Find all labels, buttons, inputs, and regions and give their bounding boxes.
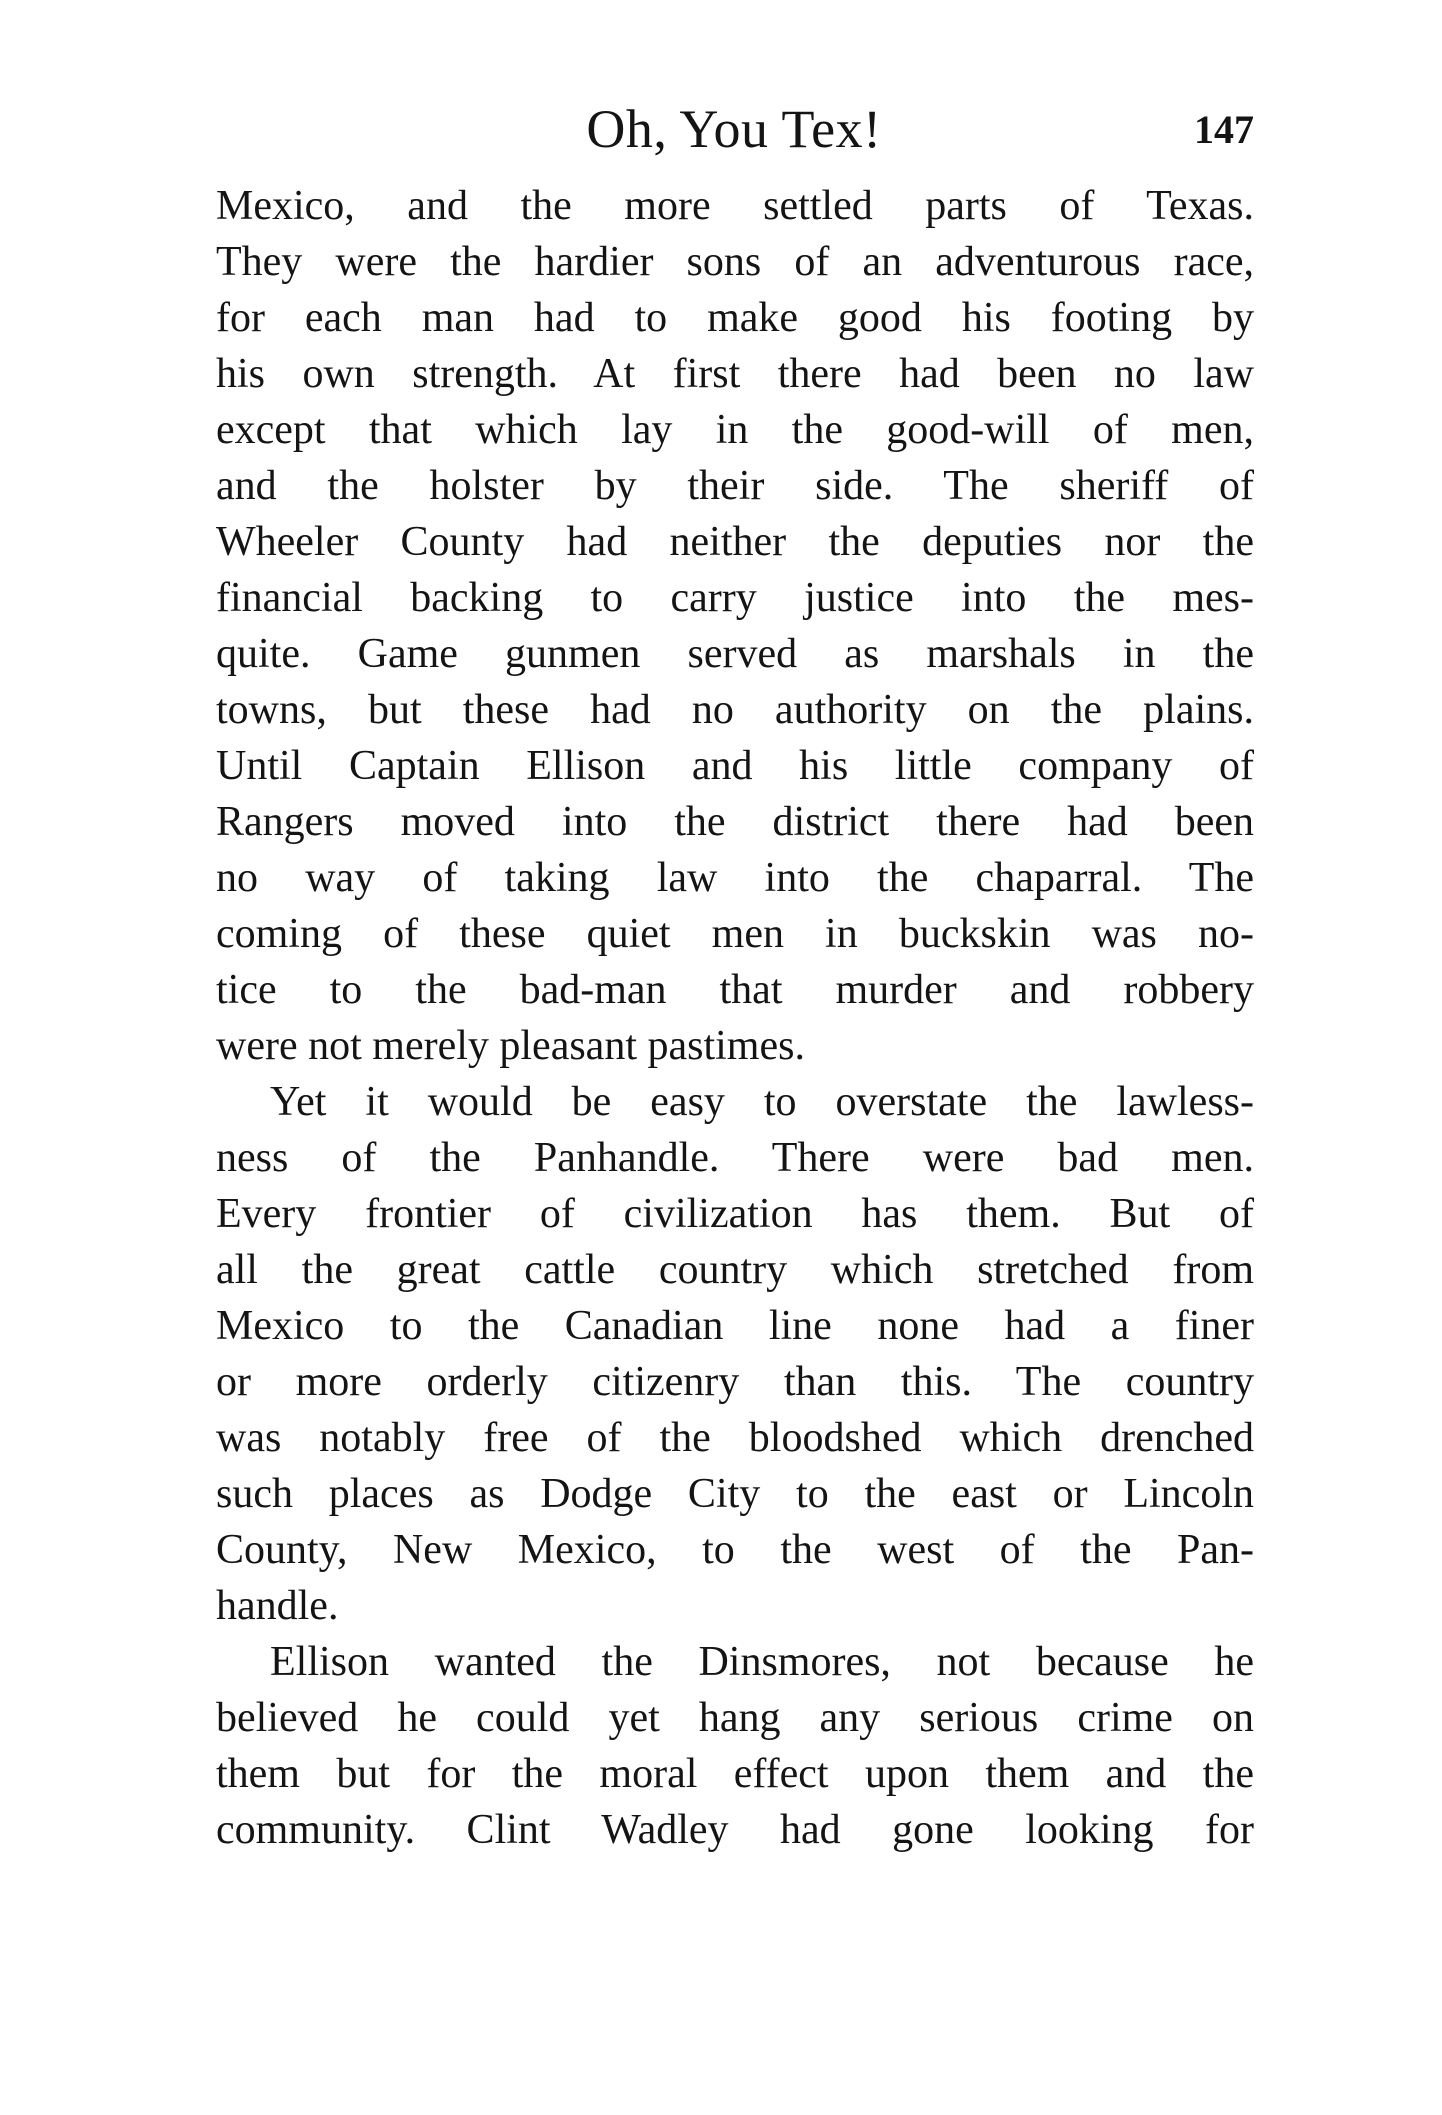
text-line: Mexico to the Canadian line none had a finer	[216, 1303, 1254, 1349]
text-line: Ellison wanted the Dinsmores, not because he	[270, 1639, 1254, 1685]
text-line: Wheeler County had neither the deputies nor the	[216, 519, 1254, 565]
text-line: Mexico, and the more settled parts of Texas.	[216, 183, 1254, 229]
text-line: Every frontier of civilization has them. But of	[216, 1191, 1254, 1237]
text-line: ness of the Panhandle. There were bad men.	[216, 1135, 1254, 1181]
text-line: quite. Game gunmen served as marshals in the	[216, 631, 1254, 677]
text-line: believed he could yet hang any serious crime on	[216, 1695, 1254, 1741]
text-line: was notably free of the bloodshed which drenched	[216, 1415, 1254, 1461]
running-title: Oh, You Tex!	[586, 99, 882, 159]
text-line: County, New Mexico, to the west of the Pan-	[216, 1527, 1254, 1573]
text-line: or more orderly citizenry than this. The country	[216, 1359, 1254, 1405]
text-line: tice to the bad-man that murder and robbery	[216, 967, 1254, 1013]
paragraph-2	[216, 1074, 1254, 1634]
text-line: They were the hardier sons of an adventurous race,	[216, 239, 1254, 285]
text-line: for each man had to make good his footing by	[216, 295, 1254, 341]
text-line: financial backing to carry justice into the mes-	[216, 575, 1254, 621]
text-line: no way of taking law into the chaparral. The	[216, 855, 1254, 901]
page-number: 147	[1194, 107, 1254, 152]
text-line: them but for the moral effect upon them and the	[216, 1751, 1254, 1797]
paragraph-1	[216, 178, 1254, 1074]
text-line: all the great cattle country which stretched from	[216, 1247, 1254, 1293]
text-line: his own strength. At first there had been no law	[216, 351, 1254, 397]
text-line: Until Captain Ellison and his little company of	[216, 743, 1254, 789]
text-line: and the holster by their side. The sheriff of	[216, 463, 1254, 509]
running-head	[214, 94, 1254, 164]
body-text	[216, 178, 1254, 1858]
text-line: were not merely pleasant pastimes.	[216, 1023, 805, 1069]
text-line: handle.	[216, 1583, 339, 1629]
text-line: towns, but these had no authority on the plains.	[216, 687, 1254, 733]
text-line: Yet it would be easy to overstate the lawless-	[270, 1079, 1254, 1125]
paragraph-3	[216, 1634, 1254, 1858]
text-line: coming of these quiet men in buckskin was no-	[216, 911, 1254, 957]
text-line: except that which lay in the good-will of men,	[216, 407, 1254, 453]
text-line: community. Clint Wadley had gone looking for	[216, 1807, 1254, 1853]
text-line: Rangers moved into the district there had been	[216, 799, 1254, 845]
text-line: such places as Dodge City to the east or Lincoln	[216, 1471, 1254, 1517]
